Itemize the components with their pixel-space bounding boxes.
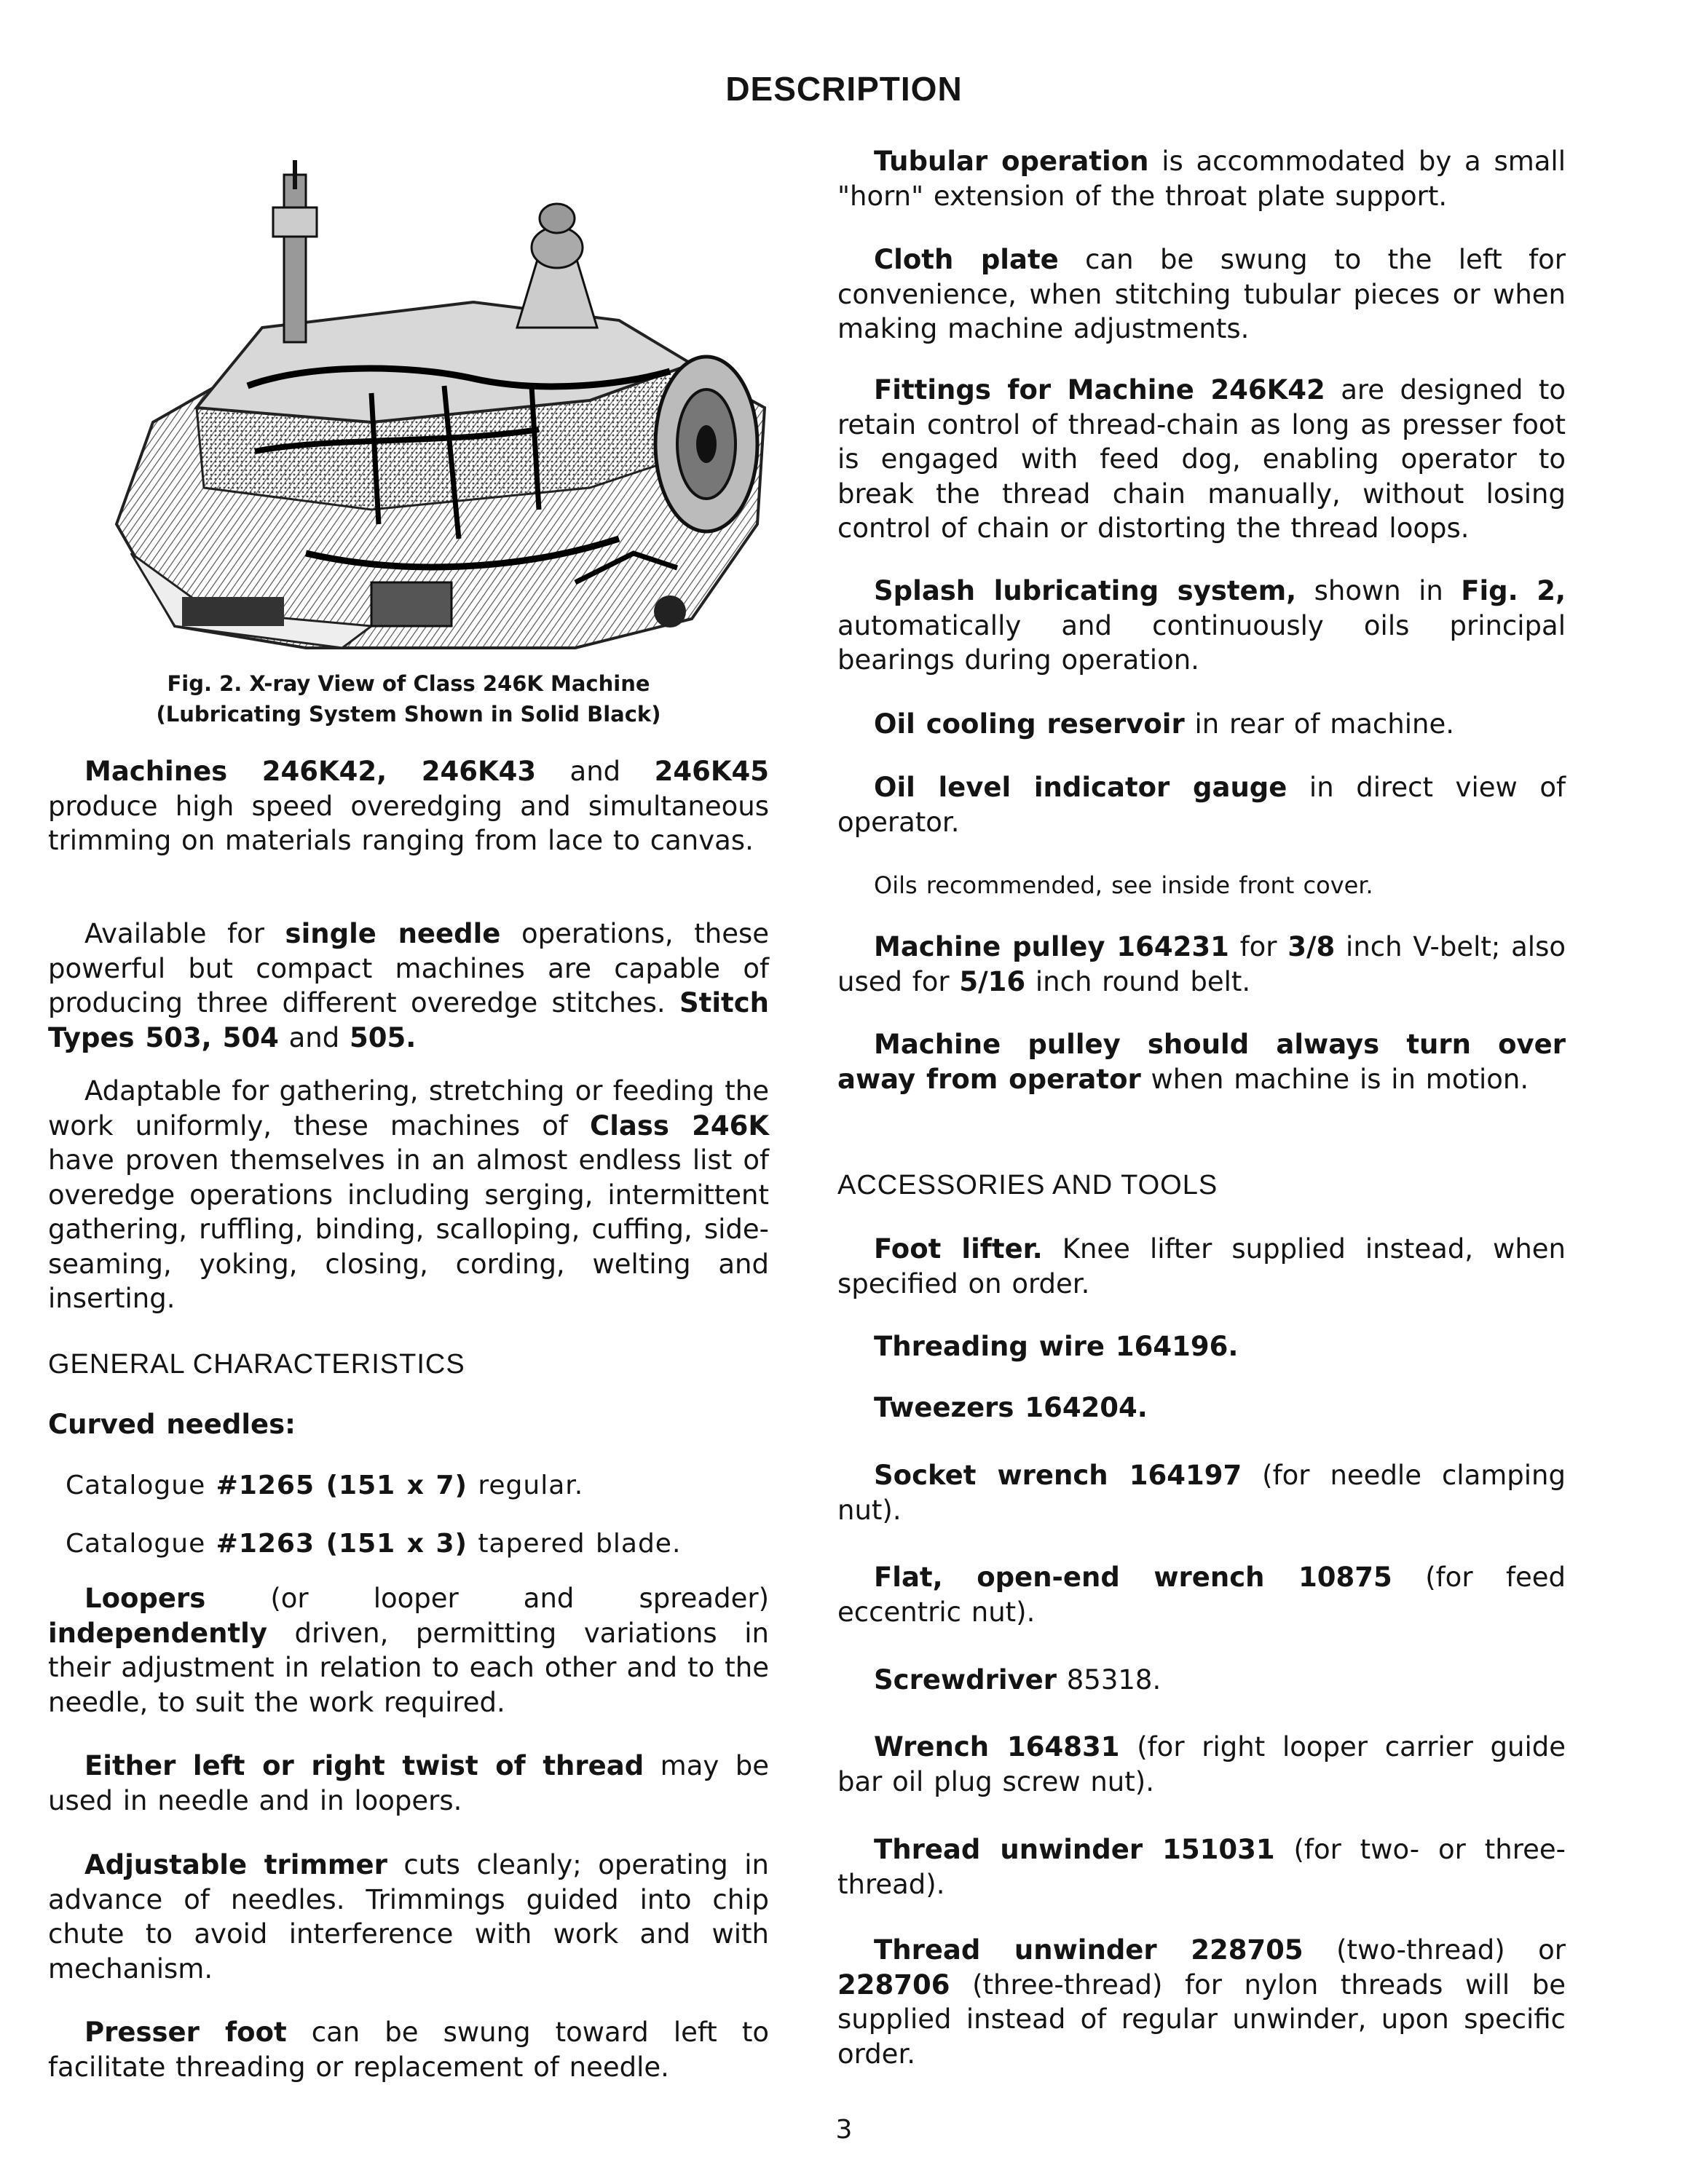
- figure-caption: [48, 668, 769, 729]
- wrench-164831-text: Wrench 164831: [874, 1731, 1120, 1762]
- text-span: in rear of machine.: [1184, 708, 1454, 740]
- text-span: cuts cleanly; operating in advance of needles. Trimmings guided into chip chute to avoid interference with work and with mechanism.: [48, 1849, 770, 1985]
- loopers-paragraph: [48, 1581, 769, 1720]
- text-span: may be used in needle and in loopers.: [48, 1750, 770, 1816]
- trimmer-paragraph: [48, 1848, 769, 1986]
- text-span: (for needle clamping nut).: [837, 1460, 1566, 1526]
- flat-wrench-text: Flat, open-end wrench 10875: [874, 1562, 1392, 1593]
- socket-wrench-text: Socket wrench 164197: [874, 1460, 1242, 1491]
- threading-wire-item: [837, 1329, 1566, 1364]
- class-246k-text: Class 246K: [590, 1109, 770, 1142]
- thread-unwinder-text: Thread unwinder 151031: [874, 1834, 1275, 1865]
- splash-lubricating-text: Splash lubricating system,: [874, 575, 1297, 606]
- loopers-text: Loopers: [84, 1583, 206, 1614]
- text-span: and: [278, 1021, 350, 1053]
- figure-reference-text: Fig. 2,: [1461, 575, 1566, 606]
- intro-paragraph: [48, 754, 769, 858]
- sewing-machine-illustration: [66, 146, 786, 655]
- presser-foot-text: Presser foot: [84, 2017, 287, 2048]
- oils-recommended-note: Oils recommended, see inside front cover.: [874, 871, 1373, 899]
- cloth-plate-text: Cloth plate: [874, 244, 1059, 275]
- thread-unwinder-151031-item: [837, 1832, 1566, 1902]
- unwinder-228706-text: 228706: [837, 1969, 950, 2001]
- page-title: DESCRIPTION: [725, 70, 963, 108]
- fittings-text: Fittings for Machine 246K42: [874, 374, 1325, 405]
- text-span: shown in: [1296, 575, 1462, 606]
- accessories-tools-heading: ACCESSORIES AND TOOLS: [837, 1170, 1218, 1200]
- fittings-paragraph: [837, 373, 1566, 546]
- text-span: inch V-belt; also used for: [837, 931, 1566, 997]
- adjustable-trimmer-text: Adjustable trimmer: [84, 1849, 387, 1880]
- pulley-direction-paragraph: [837, 1027, 1566, 1096]
- text-span: can be swung to the left for convenience, when stitching tubular pieces or when making machine adjustments.: [837, 244, 1566, 344]
- text-span: regular.: [467, 1471, 584, 1500]
- independently-text: independently: [48, 1617, 267, 1649]
- figure-caption-line-2: (Lubricating System Shown in Solid Black): [156, 702, 661, 727]
- text-span: Available for: [84, 918, 285, 949]
- page-number: 3: [835, 2115, 853, 2145]
- text-span: (for two- or three-thread).: [837, 1834, 1566, 1900]
- machine-xray-figure: [66, 146, 786, 655]
- oil-gauge-paragraph: [837, 770, 1566, 839]
- text-span: (three-thread) for nylon threads will be supplied instead of regular unwinder, upon specific order.: [837, 1969, 1566, 2070]
- oil-cooling-reservoir-text: Oil cooling reservoir: [874, 708, 1185, 740]
- thread-unwinder-228705-item: [837, 1933, 1566, 2071]
- machine-models-text: Machines 246K42, 246K43: [84, 756, 537, 787]
- text-span: tapered blade.: [467, 1529, 682, 1559]
- thread-unwinder-text: Thread unwinder 228705: [874, 1934, 1304, 1966]
- catalogue-1265-line: [48, 1468, 786, 1503]
- catalogue-number: #1263 (151 x 3): [216, 1529, 468, 1559]
- curved-needles-label: Curved needles:: [48, 1409, 296, 1440]
- text-span: 85318.: [1056, 1664, 1162, 1696]
- text-span: is accommodated by a small "horn" extension of the throat plate support.: [837, 146, 1566, 212]
- text-span: can be swung toward left to facilitate threading or replacement of needle.: [48, 2017, 769, 2083]
- text-span: (two-thread) or: [1303, 1934, 1566, 1966]
- catalogue-number: #1265 (151 x 7): [216, 1471, 468, 1500]
- thread-twist-text: Either left or right twist of thread: [84, 1750, 644, 1781]
- text-span: (for feed eccentric nut).: [837, 1562, 1566, 1628]
- oil-level-gauge-text: Oil level indicator gauge: [874, 772, 1287, 803]
- text-span: Adaptable for gathering, stretching or feeding the work uniformly, these machines of: [48, 1075, 769, 1142]
- text-span: (for right looper carrier guide bar oil plug screw nut).: [837, 1731, 1566, 1797]
- text-span: when machine is in motion.: [1140, 1063, 1529, 1095]
- single-needle-text: single needle: [285, 918, 501, 949]
- text-span: produce high speed overedging and simultaneous trimming on materials ranging from lace to canvas.: [48, 790, 769, 856]
- text-span: are designed to retain control of thread-chain as long as presser foot is engaged with feed dog, enabling operator to break the thread chain manually, without losing control of chain or distorting the thread loops.: [837, 374, 1566, 544]
- model-246k45-text: 246K45: [654, 756, 769, 787]
- text-span: automatically and continuously oils principal bearings during operation.: [837, 609, 1566, 676]
- text-span: have proven themselves in an almost endless list of overedge operations including serging, intermittent gathering, ruffling, binding, scalloping, cuffing, side-seaming, yoking, closing, cording, welting and inserting.: [48, 1144, 769, 1314]
- catalogue-1263-line: [48, 1527, 786, 1561]
- thread-twist-paragraph: [48, 1749, 769, 1818]
- text-span: (or looper and spreader): [205, 1583, 769, 1614]
- round-belt-size-text: 5/16: [959, 965, 1026, 997]
- general-characteristics-heading: GENERAL CHARACTERISTICS: [48, 1349, 465, 1380]
- foot-lifter-text: Foot lifter.: [874, 1233, 1043, 1265]
- text-span: Catalogue: [66, 1471, 216, 1500]
- text-span: operations, these powerful but compact machines are capable of producing three different overedge stitches.: [48, 918, 770, 1018]
- text-span: for: [1228, 931, 1288, 962]
- text-span: driven, permitting variations in their adjustment in relation to each other and to the needle, to suit the work required.: [48, 1617, 769, 1718]
- presser-foot-paragraph: [48, 2015, 769, 2084]
- foot-lifter-item: [837, 1232, 1566, 1301]
- text-span: Catalogue: [66, 1529, 216, 1559]
- oil-reservoir-paragraph: [837, 707, 1566, 742]
- tweezers-text: Tweezers 164204.: [874, 1392, 1148, 1423]
- pulley-direction-text: Machine pulley should always turn over away from operator: [837, 1029, 1566, 1095]
- tweezers-item: [837, 1390, 1566, 1425]
- belt-size-text: 3/8: [1287, 931, 1336, 962]
- machine-pulley-paragraph: [837, 930, 1566, 999]
- screwdriver-text: Screwdriver: [874, 1664, 1057, 1696]
- stitch-types-text: Stitch Types 503, 504: [48, 987, 769, 1053]
- socket-wrench-item: [837, 1458, 1566, 1527]
- flat-wrench-item: [837, 1560, 1566, 1629]
- tubular-operation-paragraph: [837, 144, 1566, 213]
- text-span: Knee lifter supplied instead, when specified on order.: [837, 1233, 1566, 1299]
- tubular-operation-text: Tubular operation: [874, 146, 1149, 177]
- lubricating-system-paragraph: [837, 574, 1566, 678]
- text-span: inch round belt.: [1025, 965, 1251, 997]
- wrench-164831-item: [837, 1730, 1566, 1799]
- figure-caption-line-1: Fig. 2. X-ray View of Class 246K Machine: [167, 671, 650, 696]
- text-span: in direct view of operator.: [837, 772, 1566, 838]
- cloth-plate-paragraph: [837, 242, 1566, 347]
- screwdriver-item: [837, 1663, 1566, 1698]
- stitch-type-505-text: 505.: [350, 1021, 417, 1053]
- threading-wire-text: Threading wire 164196.: [874, 1331, 1239, 1362]
- text-span: and: [536, 756, 655, 787]
- machine-pulley-text: Machine pulley 164231: [874, 931, 1229, 962]
- stitch-types-paragraph: [48, 917, 769, 1055]
- operations-paragraph: [48, 1074, 769, 1316]
